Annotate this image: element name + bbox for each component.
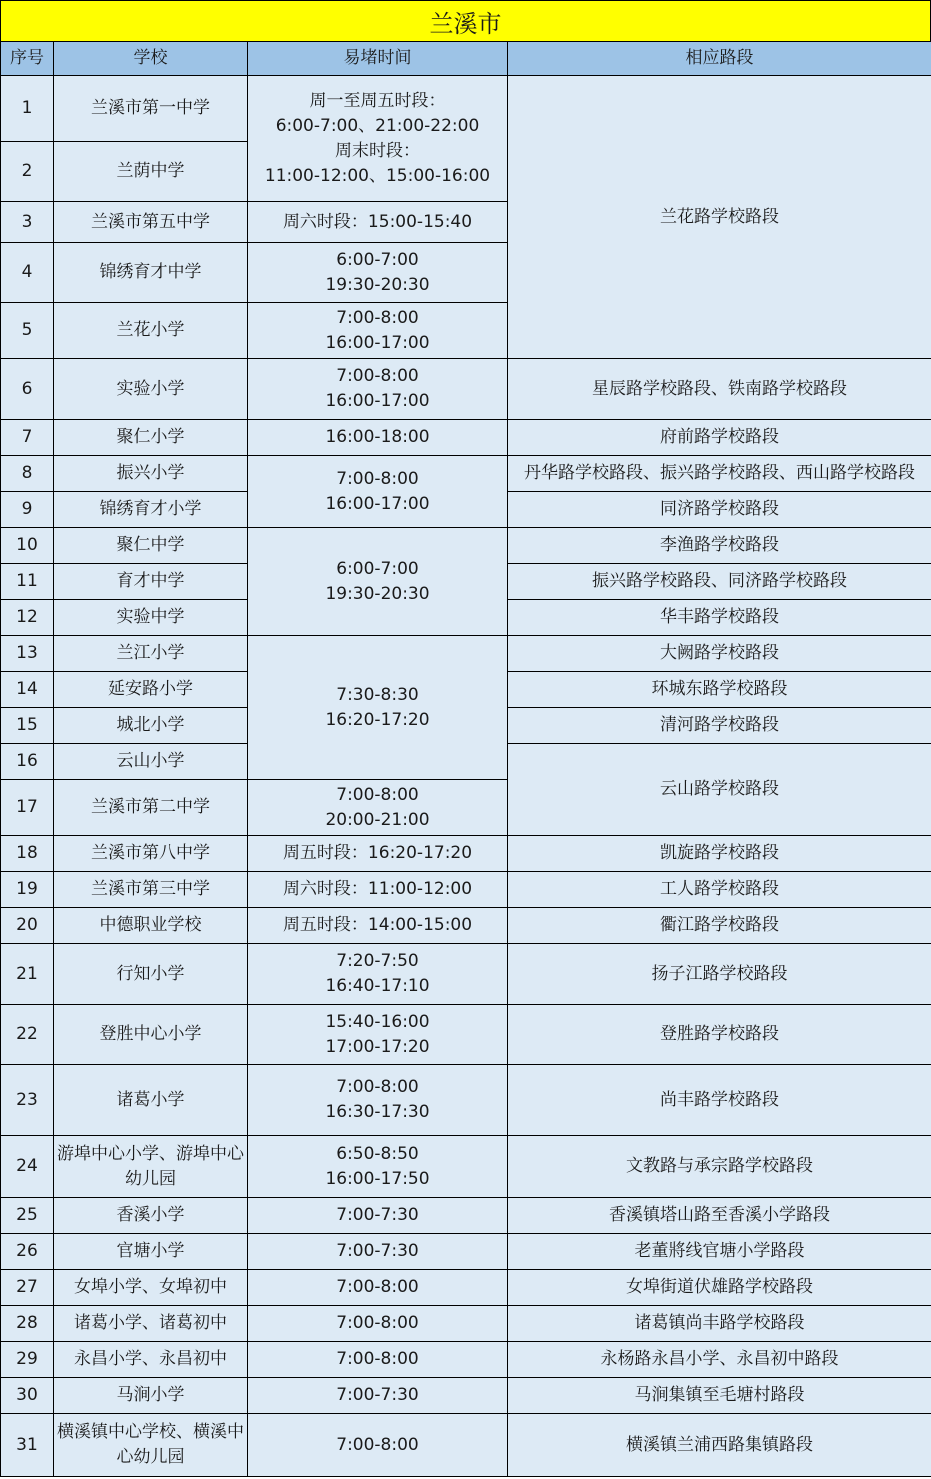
row-road: 老董將线官塘小学路段 — [508, 1234, 931, 1270]
row-road: 兰花路学校路段 — [508, 76, 931, 359]
table-row — [1, 1005, 931, 1065]
row-time: 6:50-8:50 16:00-17:50 — [248, 1136, 508, 1198]
row-no: 1 — [1, 76, 54, 142]
header-no: 序号 — [1, 42, 54, 76]
row-road: 大阙路学校路段 — [508, 636, 931, 672]
row-road: 女埠街道伏雄路学校路段 — [508, 1270, 931, 1306]
header-road: 相应路段 — [508, 42, 931, 76]
row-no: 3 — [1, 202, 54, 243]
row-road: 尚丰路学校路段 — [508, 1065, 931, 1136]
row-school: 兰荫中学 — [54, 142, 248, 202]
row-school: 城北小学 — [54, 708, 248, 744]
row-school: 育才中学 — [54, 564, 248, 600]
row-no: 6 — [1, 359, 54, 420]
row-no: 16 — [1, 744, 54, 780]
table-row — [1, 872, 931, 908]
row-road: 马涧集镇至毛塘村路段 — [508, 1378, 931, 1414]
row-road: 永杨路永昌小学、永昌初中路段 — [508, 1342, 931, 1378]
table-row — [1, 1270, 931, 1306]
row-road: 香溪镇塔山路至香溪小学路段 — [508, 1198, 931, 1234]
row-no: 5 — [1, 303, 54, 359]
row-no: 20 — [1, 908, 54, 944]
row-time: 7:00-7:30 — [248, 1198, 508, 1234]
row-time: 6:00-7:00 19:30-20:30 — [248, 528, 508, 636]
row-no: 31 — [1, 1414, 54, 1477]
row-school: 锦绣育才小学 — [54, 492, 248, 528]
row-time: 6:00-7:00 19:30-20:30 — [248, 243, 508, 303]
row-no: 25 — [1, 1198, 54, 1234]
table-row — [1, 76, 931, 142]
row-school: 官塘小学 — [54, 1234, 248, 1270]
table-row — [1, 420, 931, 456]
row-school: 兰花小学 — [54, 303, 248, 359]
row-time: 7:00-8:00 — [248, 1342, 508, 1378]
row-no: 18 — [1, 836, 54, 872]
row-school: 兰溪市第二中学 — [54, 780, 248, 836]
row-school: 香溪小学 — [54, 1198, 248, 1234]
row-road: 清河路学校路段 — [508, 708, 931, 744]
table-row — [1, 1414, 931, 1477]
row-school: 兰溪市第八中学 — [54, 836, 248, 872]
table-row — [1, 359, 931, 420]
row-no: 17 — [1, 780, 54, 836]
row-road: 丹华路学校路段、振兴路学校路段、西山路学校路段 — [508, 456, 931, 492]
row-no: 11 — [1, 564, 54, 600]
row-time: 15:40-16:00 17:00-17:20 — [248, 1005, 508, 1065]
row-school: 诸葛小学 — [54, 1065, 248, 1136]
row-no: 2 — [1, 142, 54, 202]
row-school: 兰江小学 — [54, 636, 248, 672]
row-road: 府前路学校路段 — [508, 420, 931, 456]
table-row — [1, 1234, 931, 1270]
row-school: 实验中学 — [54, 600, 248, 636]
row-no: 7 — [1, 420, 54, 456]
row-school: 兰溪市第五中学 — [54, 202, 248, 243]
table-row — [1, 944, 931, 1005]
row-road: 凯旋路学校路段 — [508, 836, 931, 872]
row-road: 文教路与承宗路学校路段 — [508, 1136, 931, 1198]
row-school: 行知小学 — [54, 944, 248, 1005]
row-time: 7:00-8:00 16:30-17:30 — [248, 1065, 508, 1136]
table-row — [1, 1378, 931, 1414]
table-row — [1, 456, 931, 492]
row-road: 同济路学校路段 — [508, 492, 931, 528]
row-no: 28 — [1, 1306, 54, 1342]
row-time: 16:00-18:00 — [248, 420, 508, 456]
row-school: 横溪镇中心学校、横溪中心幼儿园 — [54, 1414, 248, 1477]
row-no: 21 — [1, 944, 54, 1005]
row-road: 星辰路学校路段、铁南路学校路段 — [508, 359, 931, 420]
row-road: 横溪镇兰浦西路集镇路段 — [508, 1414, 931, 1477]
row-time: 7:00-8:00 — [248, 1270, 508, 1306]
row-school: 延安路小学 — [54, 672, 248, 708]
school-traffic-table — [0, 41, 931, 1477]
row-road: 云山路学校路段 — [508, 744, 931, 836]
table-row — [1, 1198, 931, 1234]
row-time: 7:00-8:00 16:00-17:00 — [248, 359, 508, 420]
row-no: 14 — [1, 672, 54, 708]
row-road: 华丰路学校路段 — [508, 600, 931, 636]
row-time: 7:30-8:30 16:20-17:20 — [248, 636, 508, 780]
row-no: 10 — [1, 528, 54, 564]
row-no: 15 — [1, 708, 54, 744]
row-school: 女埠小学、女埠初中 — [54, 1270, 248, 1306]
row-no: 29 — [1, 1342, 54, 1378]
row-time: 7:00-8:00 16:00-17:00 — [248, 303, 508, 359]
row-no: 30 — [1, 1378, 54, 1414]
table-row — [1, 1342, 931, 1378]
row-time: 周六时段：15:00-15:40 — [248, 202, 508, 243]
row-time: 7:00-7:30 — [248, 1378, 508, 1414]
row-road: 扬子江路学校路段 — [508, 944, 931, 1005]
row-school: 聚仁中学 — [54, 528, 248, 564]
row-road: 李渔路学校路段 — [508, 528, 931, 564]
row-no: 26 — [1, 1234, 54, 1270]
row-time: 7:00-8:00 — [248, 1306, 508, 1342]
row-time: 7:00-8:00 20:00-21:00 — [248, 780, 508, 836]
row-school: 永昌小学、永昌初中 — [54, 1342, 248, 1378]
row-time: 7:00-8:00 — [248, 1414, 508, 1477]
row-road: 登胜路学校路段 — [508, 1005, 931, 1065]
row-no: 12 — [1, 600, 54, 636]
row-road: 环城东路学校路段 — [508, 672, 931, 708]
table-row — [1, 1065, 931, 1136]
row-time: 周一至周五时段： 6:00-7:00、21:00-22:00 周末时段： 11:00-12:00、15:00-16:00 — [248, 76, 508, 202]
row-school: 游埠中心小学、游埠中心幼儿园 — [54, 1136, 248, 1198]
table-row — [1, 636, 931, 672]
table-row — [1, 1136, 931, 1198]
row-no: 24 — [1, 1136, 54, 1198]
row-school: 振兴小学 — [54, 456, 248, 492]
row-no: 23 — [1, 1065, 54, 1136]
row-no: 27 — [1, 1270, 54, 1306]
row-time: 7:00-7:30 — [248, 1234, 508, 1270]
row-road: 诸葛镇尚丰路学校路段 — [508, 1306, 931, 1342]
row-school: 马涧小学 — [54, 1378, 248, 1414]
row-school: 登胜中心小学 — [54, 1005, 248, 1065]
row-time: 7:20-7:50 16:40-17:10 — [248, 944, 508, 1005]
header-time: 易堵时间 — [248, 42, 508, 76]
row-road: 振兴路学校路段、同济路学校路段 — [508, 564, 931, 600]
row-time: 周六时段：11:00-12:00 — [248, 872, 508, 908]
table-row — [1, 528, 931, 564]
row-time: 7:00-8:00 16:00-17:00 — [248, 456, 508, 528]
row-time: 周五时段：16:20-17:20 — [248, 836, 508, 872]
table-row — [1, 908, 931, 944]
row-school: 云山小学 — [54, 744, 248, 780]
row-school: 兰溪市第三中学 — [54, 872, 248, 908]
header-row — [1, 42, 931, 76]
header-school: 学校 — [54, 42, 248, 76]
row-school: 实验小学 — [54, 359, 248, 420]
row-school: 兰溪市第一中学 — [54, 76, 248, 142]
row-road: 工人路学校路段 — [508, 872, 931, 908]
row-school: 锦绣育才中学 — [54, 243, 248, 303]
row-no: 22 — [1, 1005, 54, 1065]
row-no: 9 — [1, 492, 54, 528]
row-school: 中德职业学校 — [54, 908, 248, 944]
row-time: 周五时段：14:00-15:00 — [248, 908, 508, 944]
table-row — [1, 836, 931, 872]
row-no: 8 — [1, 456, 54, 492]
row-school: 诸葛小学、诸葛初中 — [54, 1306, 248, 1342]
row-school: 聚仁小学 — [54, 420, 248, 456]
row-road: 衢江路学校路段 — [508, 908, 931, 944]
row-no: 4 — [1, 243, 54, 303]
table-row — [1, 1306, 931, 1342]
row-no: 13 — [1, 636, 54, 672]
row-no: 19 — [1, 872, 54, 908]
table-title: 兰溪市 — [0, 0, 931, 42]
